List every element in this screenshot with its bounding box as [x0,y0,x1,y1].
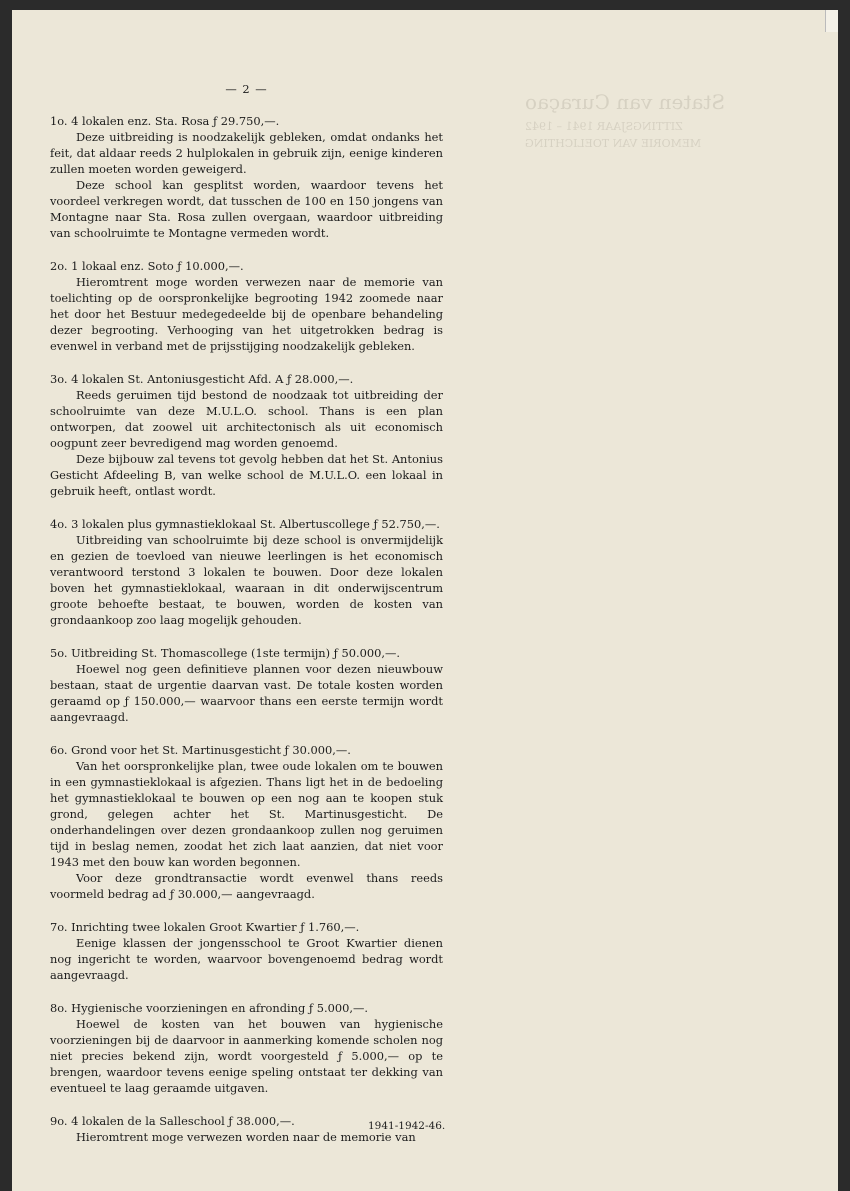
list-item [50,258,443,354]
list-item [50,645,443,725]
list-item [50,113,443,241]
item-heading: 1o. 4 lokalen enz. Sta. Rosa ƒ 29.750,—. [50,114,280,128]
list-item [50,1000,443,1096]
item-heading: 6o. Grond voor het St. Martinusgesticht ƒ 30.000,—. [50,743,351,757]
list-item [50,371,443,499]
item-paragraph: Eenige klassen der jongensschool te Groot Kwartier dienen nog ingericht te worden, waarvoor bovengenoemd bedrag wordt aangevraagd. [50,936,443,982]
item-heading: 7o. Inrichting twee lokalen Groot Kwartier ƒ 1.760,—. [50,920,360,934]
item-paragraph: Voor deze grondtransactie wordt evenwel thans reeds voormeld bedrag ad ƒ 30.000,— aangevraagd. [50,871,443,901]
item-paragraph: Hoewel nog geen definitieve plannen voor dezen nieuwbouw bestaan, staat de urgentie daarvan vast. De totale kosten worden geraamd op ƒ 150.000,— waarvoor thans een eerste termijn wordt aangevraagd. [50,662,443,724]
item-paragraph: Hieromtrent moge verwezen worden naar de memorie van [76,1130,416,1144]
item-paragraph: Deze uitbreiding is noodzakelijk gebleken, omdat ondanks het feit, dat aldaar reeds 2 hulplokalen in gebruik zijn, eenige kinderen zullen moeten worden geweigerd. [50,130,443,176]
item-heading: 3o. 4 lokalen St. Antoniusgesticht Afd. A ƒ 28.000,—. [50,372,354,386]
item-heading: 4o. 3 lokalen plus gymnastieklokaal St. Albertuscollege ƒ 52.750,—. [50,517,440,531]
page-corner [825,10,838,32]
document-code: 1941-1942-46. [368,1120,446,1132]
items-list [50,113,446,1145]
item-heading: 2o. 1 lokaal enz. Soto ƒ 10.000,—. [50,259,244,273]
scan-border [0,0,850,10]
list-item [50,919,443,983]
list-item [50,742,443,902]
item-paragraph: Deze bijbouw zal tevens tot gevolg hebben dat het St. Antonius Gesticht Afdeeling B, van welke school de M.U.L.O. een lokaal in gebruik heeft, ontlast wordt. [50,452,443,498]
list-item [50,516,443,628]
item-paragraph: Hoewel de kosten van het bouwen van hygienische voorzieningen bij de daarvoor in aanmerking komende scholen nog niet precies bekend zijn, wordt voorgesteld ƒ 5.000,— op te brengen, waardoor tevens eenige speling ontstaat ter dekking van eventueel te laag geraamde uitgaven. [50,1017,443,1095]
item-paragraph: Uitbreiding van schoolruimte bij deze school is onvermijdelijk en gezien de toevloed van nieuwe leerlingen is het economisch verantwoord terstond 3 lokalen te bouwen. Door deze lokalen boven het gymnastieklokaal, waaraan in dit onderwijscentrum groote behoefte bestaat, te bouwen, worden de kosten van grondaankoop zoo laag mogelijk gehouden. [50,533,443,627]
item-paragraph: Deze school kan gesplitst worden, waardoor tevens het voordeel verkregen wordt, dat tusschen de 100 en 150 jongens van Montagne naar Sta. Rosa zullen overgaan, waardoor uitbreiding van schoolruimte te Montagne vermeden wordt. [50,178,443,240]
document-body [50,81,446,1162]
item-heading: 8o. Hygienische voorzieningen en afronding ƒ 5.000,—. [50,1001,368,1015]
item-heading: 5o. Uitbreiding St. Thomascollege (1ste termijn) ƒ 50.000,—. [50,646,400,660]
item-paragraph: Van het oorspronkelijke plan, twee oude lokalen om te bouwen in een gymnastieklokaal is afgezien. Thans ligt het in de bedoeling het gymnastieklokaal te bouwen op een nog aan te koopen stuk grond, gelegen achter het St. Martinusgesticht. De onderhandelingen over dezen grondaankoop zullen nog geruimen tijd in beslag nemen, zoodat het zich laat aanzien, dat niet voor 1943 met den bouw kan worden begonnen. [50,759,443,869]
item-paragraph: Reeds geruimen tijd bestond de noodzaak tot uitbreiding der schoolruimte van deze M.U.L.O. school. Thans is een plan ontworpen, dat zoowel uit architectonisch als uit economisch oogpunt zeer bevredigend mag worden genoemd. [50,388,443,450]
item-paragraph: Hieromtrent moge worden verwezen naar de memorie van toelichting op de oorspronkelijke begrooting 1942 zoomede naar het door het Bestuur medegedeelde bij de openbare behandeling dezer begrooting. Verhooging van het uitgetrokken bedrag is evenwel in verband met de prijsstijging noodzakelijk gebleken. [50,275,443,353]
page-number: — 2 — [225,82,268,96]
bleed-through-text: Staten van Curaçao ZITTINGSJAAR 1941 – 1942 MEMORIE VAN TOELICHTING [525,90,726,150]
item-heading: 9o. 4 lokalen de la Salleschool ƒ 38.000,—. [50,1114,295,1128]
